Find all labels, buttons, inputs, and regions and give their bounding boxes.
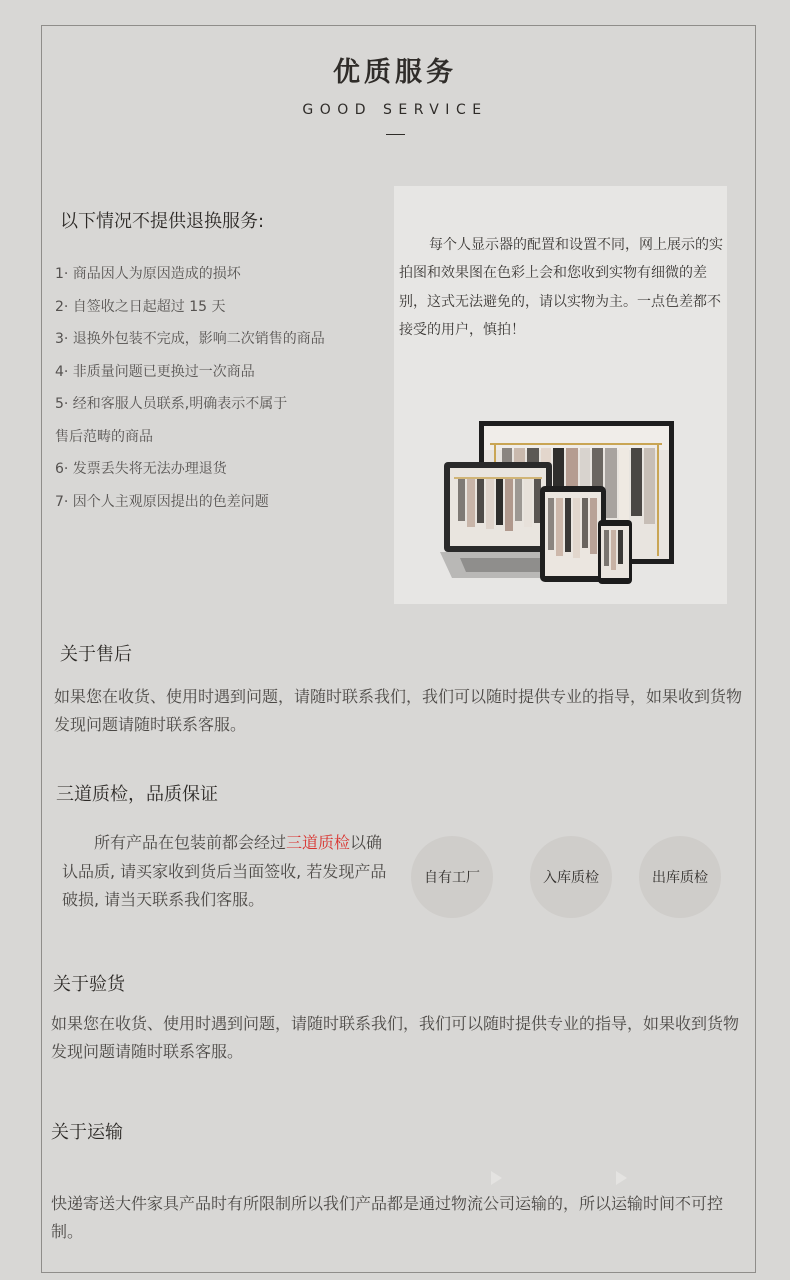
devices-clothing-image xyxy=(440,418,680,586)
quality-text-after: 以确认品质, 请买家收到货后当面签收, 若发现产品破损, 请当天联系我们客服。 xyxy=(62,833,387,909)
inspection-heading: 关于验货 xyxy=(53,974,125,995)
no-return-item: 3· 退换外包装不完成，影响二次销售的商品 xyxy=(55,331,325,347)
shipping-heading: 关于运输 xyxy=(51,1122,123,1143)
after-sales-text: 如果您在收货、使用时遇到问题，请随时联系我们，我们可以随时提供专业的指导，如果收到货物发现问题请随时联系客服。 xyxy=(54,687,743,734)
after-sales-heading: 关于售后 xyxy=(60,644,132,665)
arrow-right-icon xyxy=(491,1171,502,1185)
color-notice-text: 每个人显示器的配置和设置不同，网上展示的实拍图和效果图在色彩上会和您收到实物有细微的差别，这式无法避免的，请以实物为主。一点色差都不接受的用户，慎拍！ xyxy=(399,237,723,338)
no-return-heading: 以下情况不提供退换服务: xyxy=(60,211,265,232)
page-subtitle: GOOD SERVICE xyxy=(302,102,488,118)
quality-highlight: 三道质检 xyxy=(286,833,351,852)
title-divider xyxy=(386,134,405,135)
no-return-item: 1· 商品因人为原因造成的损坏 xyxy=(55,266,241,282)
arrow-right-icon xyxy=(616,1171,627,1185)
quality-text-before: 所有产品在包装前都会经过 xyxy=(94,833,287,852)
circle-inbound-inspection: 入库质检 xyxy=(530,836,612,918)
shipping-text: 快递寄送大件家具产品时有所限制所以我们产品都是通过物流公司运输的，所以运输时间不可控制。 xyxy=(51,1194,724,1241)
no-return-item: 4· 非质量问题已更换过一次商品 xyxy=(55,364,255,380)
quality-text xyxy=(62,829,388,915)
circle-outbound-inspection: 出库质检 xyxy=(639,836,721,918)
no-return-item: 6· 发票丢失将无法办理退货 xyxy=(55,461,227,477)
circle-own-factory: 自有工厂 xyxy=(411,836,493,918)
no-return-item: 售后范畴的商品 xyxy=(55,429,153,445)
inspection-text: 如果您在收货、使用时遇到问题，请随时联系我们，我们可以随时提供专业的指导，如果收到货物发现问题请随时联系客服。 xyxy=(51,1014,740,1061)
page-title: 优质服务 xyxy=(333,57,457,88)
no-return-item: 5· 经和客服人员联系,明确表示不属于 xyxy=(55,396,288,412)
no-return-item: 7· 因个人主观原因提出的色差问题 xyxy=(55,494,269,510)
no-return-item: 2· 自签收之日起超过 15 天 xyxy=(55,299,226,315)
quality-heading: 三道质检，品质保证 xyxy=(56,784,218,805)
